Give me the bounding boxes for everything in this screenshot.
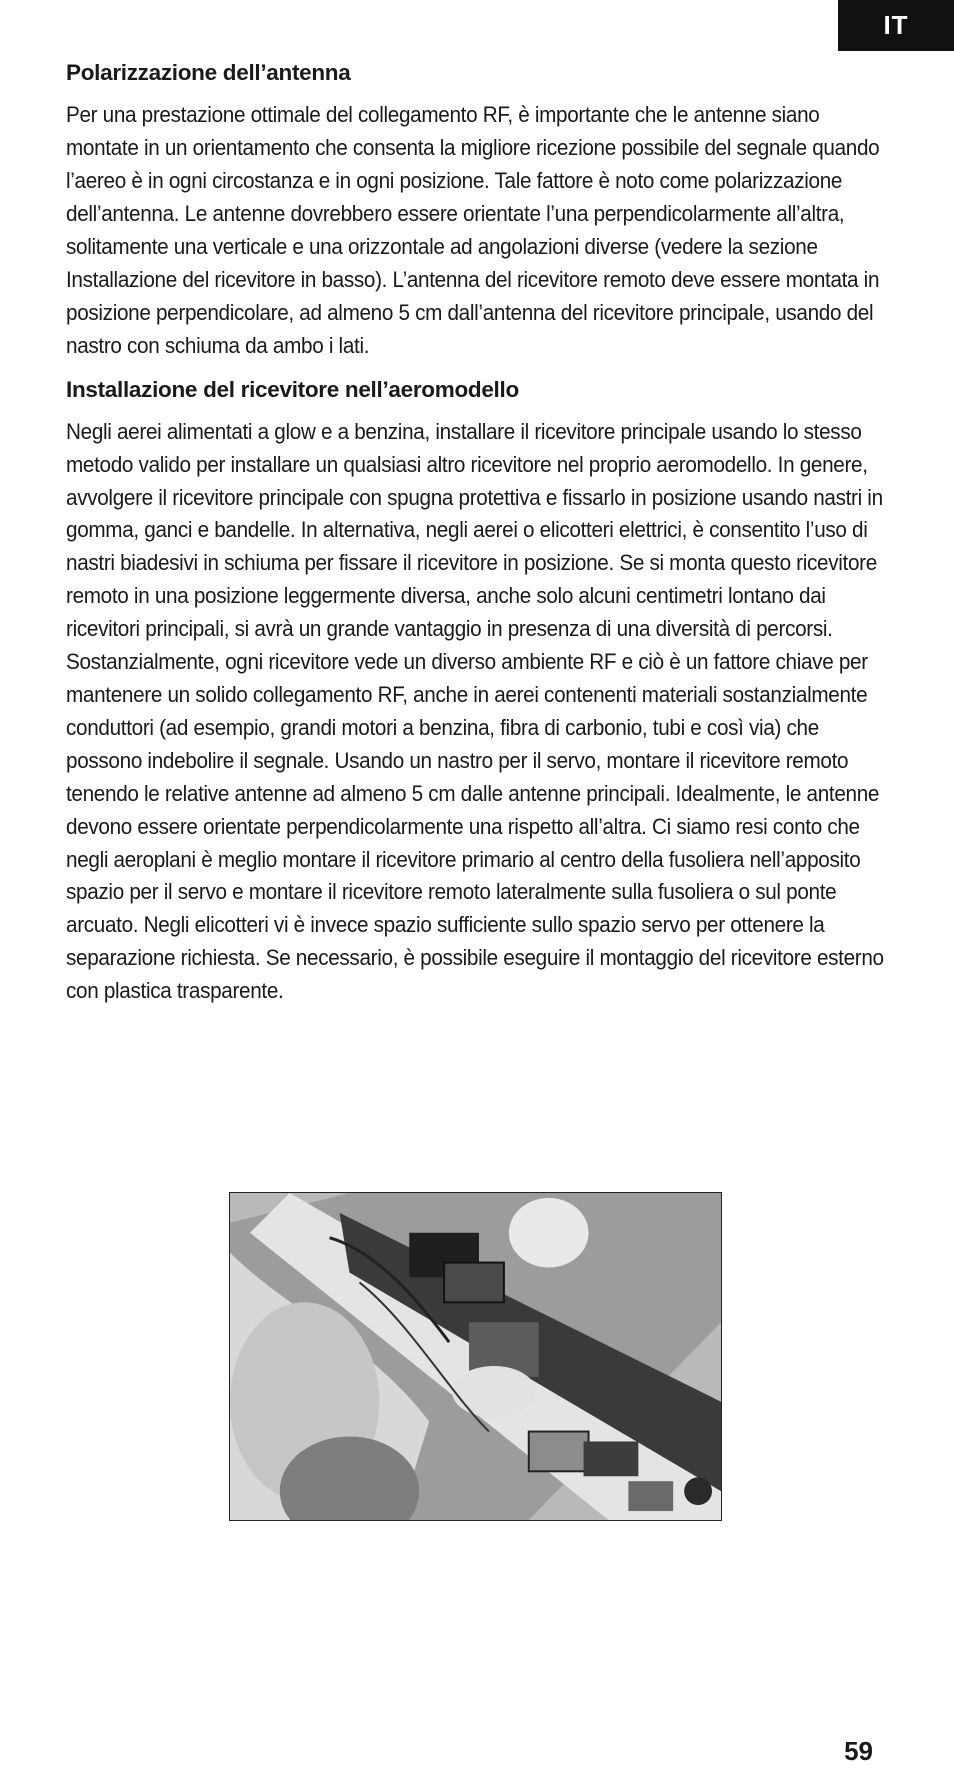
- language-tab: IT: [838, 0, 954, 51]
- page-number: 59: [844, 1736, 873, 1766]
- page-content: [66, 58, 896, 1020]
- section-body-antenna-polarization: Per una prestazione ottimale del collegamento RF, è importante che le antenne siano montate in un orientamento che consenta la migliore ricezione possibile del segnale quando l’aereo è in ogni circostanza e in ogni posizione. Tale fattore è noto come polarizzazione dell’antenna. Le antenne dovrebbero essere orientate l’una perpendicolarmente all’altra, solitamente una verticale e una orizzontale ad angolazioni diverse (vedere la sezione Installazione del ricevitore in basso). L’antenna del ricevitore remoto deve essere montata in posizione perpendicolare, ad almeno 5 cm dall’antenna del ricevitore principale, usando del nastro con schiuma da ambo i lati.: [66, 102, 880, 358]
- section-heading-receiver-installation: Installazione del ricevitore nell’aeromodello: [66, 376, 519, 402]
- section-heading-antenna-polarization: Polarizzazione dell’antenna: [66, 60, 351, 85]
- fuselage-receiver-photo: [229, 1192, 722, 1521]
- fuselage-receiver-illustration: [230, 1193, 721, 1520]
- section-body-receiver-installation: Negli aerei alimentati a glow e a benzina, installare il ricevitore principale usando lo stesso metodo valido per installare un qualsiasi altro ricevitore nel proprio aeromodello. In genere, avvolgere il ricevitore principale con spugna protettiva e fissarlo in posizione usando nastri in gomma, ganci e bandelle. In alternativa, negli aerei o elicotteri elettrici, è consentito l’uso di nastri biadesivi in schiuma per fissare il ricevitore in posizione. Se si monta questo ricevitore remoto in una posizione leggermente diversa, anche solo alcuni centimetri lontano dai ricevitori principali, si avrà un grande vantaggio in presenza di una diversità di percorsi. Sostanzialmente, ogni ricevitore vede un diverso ambiente RF e ciò è un fattore chiave per mantenere un solido collegamento RF, anche in aerei contenenti materiali sostanzialmente conduttori (ad esempio, grandi motori a benzina, fibra di carbonio, tubi e così via) che possono indebolire il segnale. Usando un nastro per il servo, montare il ricevitore remoto tenendo le relative antenne ad almeno 5 cm dalle antenne principali. Idealmente, le antenne devono essere orientate perpendicolarmente una rispetto all’altra. Ci siamo resi conto che negli aeroplani è meglio montare il ricevitore primario al centro della fusoliera nell’apposito spazio per il servo e montare il ricevitore remoto lateralmente sulla fusoliera o sul ponte arcuato. Negli elicotteri vi è invece spazio sufficiente sullo spazio servo per ottenere la separazione richiesta. Se necessario, è possibile eseguire il montaggio del ricevitore esterno con plastica trasparente.: [66, 418, 884, 1004]
